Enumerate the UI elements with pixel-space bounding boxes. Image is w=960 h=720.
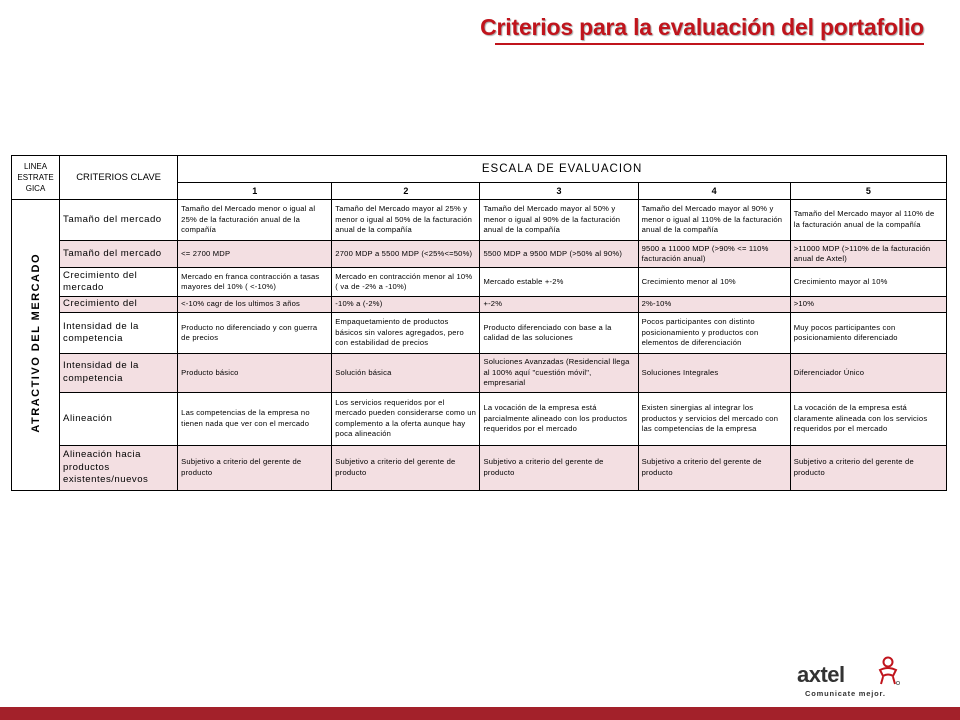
- table-row: [12, 268, 947, 297]
- scale-5: 5: [790, 182, 946, 199]
- scale-5-cell: Tamaño del Mercado mayor al 110% de la facturación anual de la compañía: [790, 199, 946, 240]
- table-row: [12, 296, 947, 312]
- evaluation-table: [11, 155, 947, 491]
- scale-2-cell: Los servicios requeridos por el mercado pueden considerarse como un complemento a la oferta aunque hay poca alineación: [332, 392, 480, 445]
- header-criterios-clave: CRITERIOS CLAVE: [60, 156, 178, 200]
- scale-1-cell: Las competencias de la empresa no tienen nada que ver con el mercado: [178, 392, 332, 445]
- scale-1-cell: Tamaño del Mercado menor o igual al 25% de la facturación anual de la compañía: [178, 199, 332, 240]
- scale-2-cell: -10% a (-2%): [332, 296, 480, 312]
- criterion-cell: Crecimiento del: [60, 296, 178, 312]
- scale-3-cell: 5500 MDP a 9500 MDP (>50% al 90%): [480, 240, 638, 268]
- criterion-cell: Alineación: [60, 392, 178, 445]
- logo-tagline: Comunicate mejor.: [805, 689, 886, 698]
- scale-5-cell: La vocación de la empresa está claramente alineada con los servicios requeridos por el mercado: [790, 392, 946, 445]
- scale-3-cell: Subjetivo a criterio del gerente de producto: [480, 445, 638, 490]
- side-label-cell: [12, 199, 60, 490]
- scale-2-cell: Mercado en contracción menor al 10% ( va de -2% a -10%): [332, 268, 480, 297]
- header-escala: ESCALA DE EVALUACION: [178, 156, 947, 183]
- scale-4-cell: 2%-10%: [638, 296, 790, 312]
- scale-4-cell: Subjetivo a criterio del gerente de producto: [638, 445, 790, 490]
- scale-3-cell: Tamaño del Mercado mayor al 50% y menor o igual al 90% de la facturación anual de la compañía: [480, 199, 638, 240]
- table-row: [12, 354, 947, 393]
- scale-2-cell: Subjetivo a criterio del gerente de producto: [332, 445, 480, 490]
- criterion-cell: Tamaño del mercado: [60, 199, 178, 240]
- scale-1: 1: [178, 182, 332, 199]
- scale-4-cell: Crecimiento menor al 10%: [638, 268, 790, 297]
- criterion-cell: Alineación hacia productos existentes/nuevos: [60, 445, 178, 490]
- scale-2: 2: [332, 182, 480, 199]
- scale-2-cell: Solución básica: [332, 354, 480, 393]
- scale-3-cell: La vocación de la empresa está parcialmente alineado con los productos requeridos por el mercado: [480, 392, 638, 445]
- criterion-cell: Crecimiento del mercado: [60, 268, 178, 297]
- scale-2-cell: Tamaño del Mercado mayor al 25% y menor o igual al 50% de la facturación anual de la compañía: [332, 199, 480, 240]
- scale-5-cell: >11000 MDP (>110% de la facturación anual de Axtel): [790, 240, 946, 268]
- footer-bar: [0, 707, 960, 720]
- table-row: [12, 240, 947, 268]
- scale-5-cell: Subjetivo a criterio del gerente de producto: [790, 445, 946, 490]
- scale-2-cell: Empaquetamiento de productos básicos sin valores agregados, pero con estabilidad de precios: [332, 313, 480, 354]
- scale-2-cell: 2700 MDP a 5500 MDP (<25%<=50%): [332, 240, 480, 268]
- table-row: [12, 199, 947, 240]
- scale-4-cell: Pocos participantes con distinto posicionamiento y productos con elementos de diferenciación: [638, 313, 790, 354]
- scale-1-cell: Mercado en franca contracción a tasas mayores del 10% ( <-10%): [178, 268, 332, 297]
- scale-3-cell: Mercado estable +-2%: [480, 268, 638, 297]
- scale-5-cell: >10%: [790, 296, 946, 312]
- criterion-cell: Tamaño del mercado: [60, 240, 178, 268]
- scale-3-cell: Soluciones Avanzadas (Residencial llega al 100% aquí "cuestión móvil", empresarial: [480, 354, 638, 393]
- scale-5-cell: Crecimiento mayor al 10%: [790, 268, 946, 297]
- scale-5-cell: Diferenciador Único: [790, 354, 946, 393]
- scale-1-cell: <= 2700 MDP: [178, 240, 332, 268]
- title-underline: [495, 43, 924, 45]
- axtel-logo: [797, 656, 927, 700]
- scale-1-cell: Producto no diferenciado y con guerra de precios: [178, 313, 332, 354]
- scale-5-cell: Muy pocos participantes con posicionamiento diferenciado: [790, 313, 946, 354]
- table-row: [12, 392, 947, 445]
- side-label: ATRACTIVO DEL MERCADO: [29, 252, 42, 433]
- scale-3-cell: Producto diferenciado con base a la calidad de las soluciones: [480, 313, 638, 354]
- logo-wordmark: axtel: [797, 662, 845, 687]
- scale-3-cell: +-2%: [480, 296, 638, 312]
- table-row: [12, 313, 947, 354]
- scale-4: 4: [638, 182, 790, 199]
- scale-4-cell: 9500 a 11000 MDP (>90% <= 110% facturación anual): [638, 240, 790, 268]
- criterion-cell: Intensidad de la competencia: [60, 313, 178, 354]
- axtel-figure-icon: [876, 656, 900, 686]
- page-title: Criterios para la evaluación del portafolio: [480, 14, 924, 40]
- scale-4-cell: Tamaño del Mercado mayor al 90% y menor o igual al 110% de la facturación anual de la compañía: [638, 199, 790, 240]
- scale-3: 3: [480, 182, 638, 199]
- scale-4-cell: Existen sinergias al integrar los productos y servicios del mercado con las competencias de la empresa: [638, 392, 790, 445]
- scale-1-cell: Subjetivo a criterio del gerente de producto: [178, 445, 332, 490]
- criterion-cell: Intensidad de la competencia: [60, 354, 178, 393]
- header-linea-estrategica: LINEA ESTRATE GICA: [12, 156, 60, 200]
- table-row: [12, 445, 947, 490]
- scale-1-cell: <-10% cagr de los ultimos 3 años: [178, 296, 332, 312]
- scale-1-cell: Producto básico: [178, 354, 332, 393]
- scale-4-cell: Soluciones Integrales: [638, 354, 790, 393]
